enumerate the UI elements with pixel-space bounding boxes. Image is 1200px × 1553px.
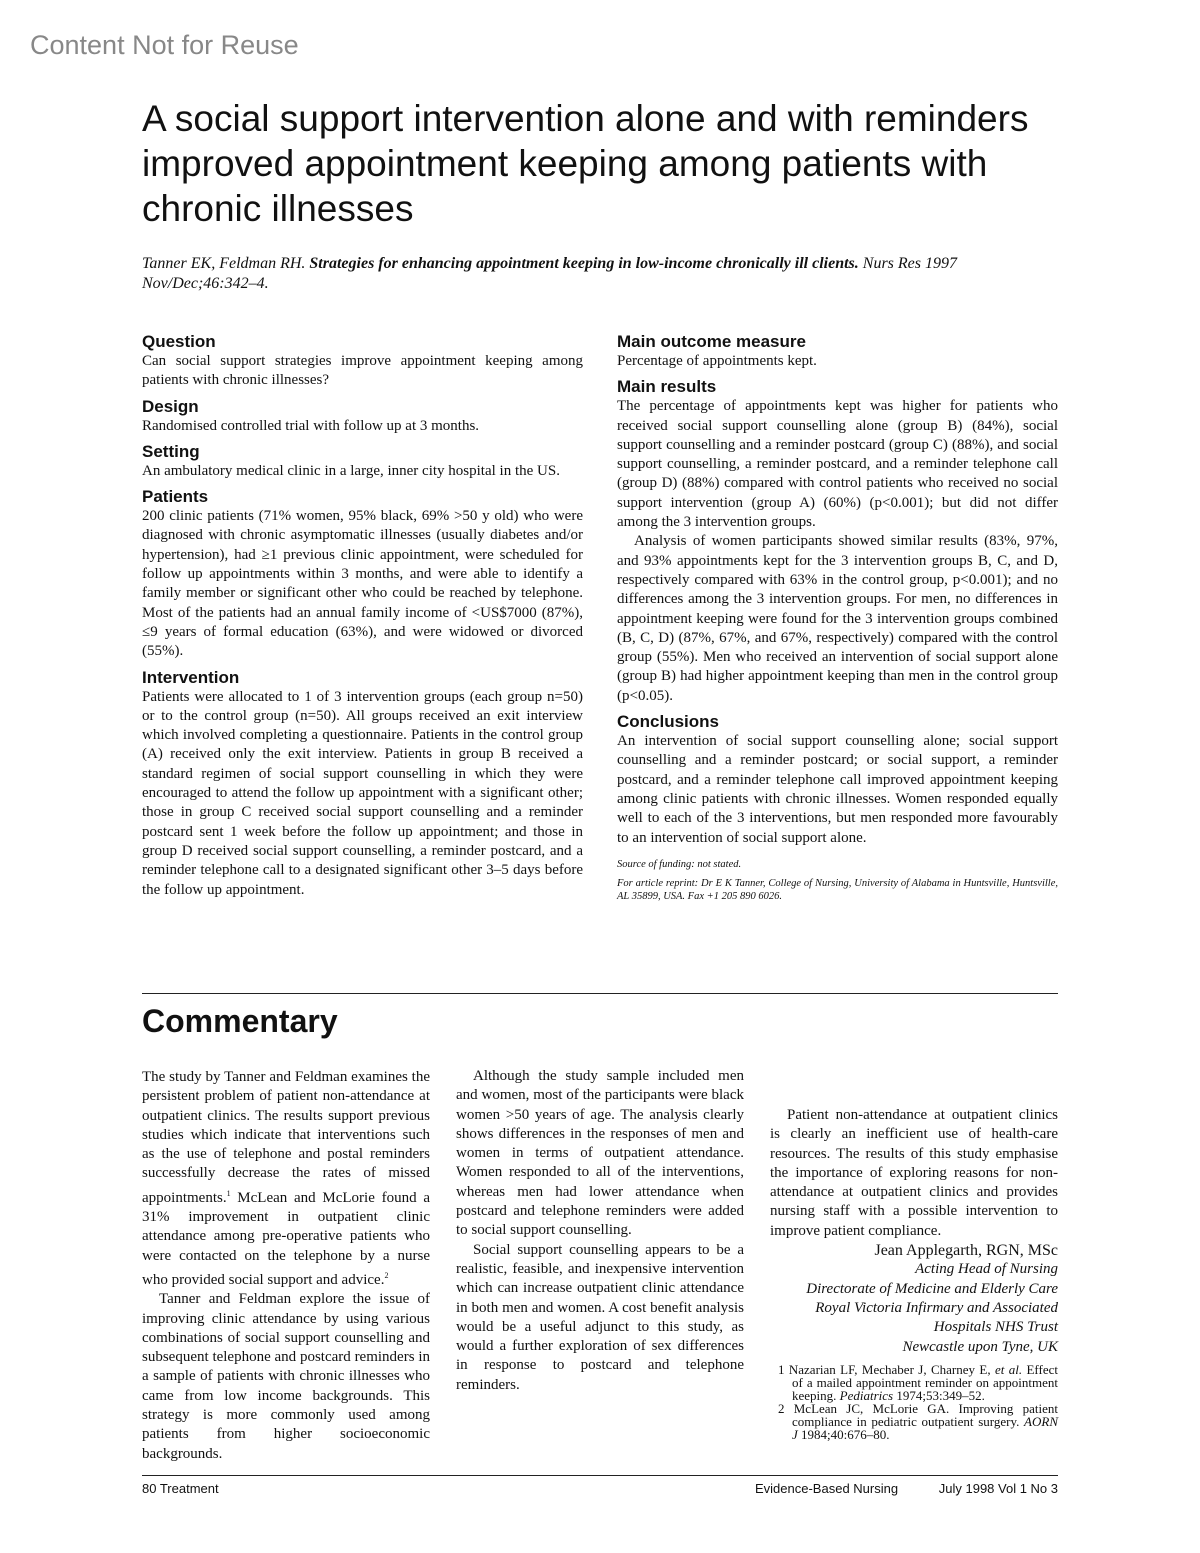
intervention-text: Patients were allocated to 1 of 3 intervention groups (each group n=50) or to the control group (n=50). All groups received an exit interview which involved completing a questionnaire. Patients in the control group (A) received only the exit interview. Patients in group B received a standard regimen of social support counselling in which they were encouraged to attend the follow up appointment with a significant other; those in group C received social support counselling and a reminder postcard sent 1 week before the follow up appointment; and those in group D received social support counselling, a reminder postcard, and a reminder telephone call to a designated significant other 3–5 days before the follow up appointment. xyxy=(142,688,583,898)
author-role: Acting Head of Nursing xyxy=(915,1261,1058,1278)
section-divider xyxy=(142,993,1058,994)
results-text-1: The percentage of appointments kept was higher for patients who received social support counselling alone (group B) (84%), social support counselling and a reminder postcard (group C) (88%), and social support counselling, a reminder postcard, and a reminder telephone call (group D) (88%) compared with control patients who received no social support intervention (group A) (60%) (p<0.001); but did not differ among the 3 intervention groups. xyxy=(617,398,1058,531)
setting-text: An ambulatory medical clinic in a large, inner city hospital in the US. xyxy=(142,462,560,479)
commentary-paragraph: Social support counselling appears to be a realistic, feasible, and inexpensive intervention which can increase outpatient clinic attendance in both men and women. A cost benefit analysis would be a useful adjunct to this study, as would a further exploration of sex differences in response to postcard and telephone reminders. xyxy=(456,1241,744,1393)
author-signature xyxy=(770,1241,1058,1357)
commentary-paragraph: Patient non-attendance at outpatient clinics is clearly an inefficient use of health-care resources. The results of this study emphasise the importance of exploring reasons for non-attendance at outpatient clinics and provides nursing staff with a possible intervention to improve patient compliance. xyxy=(770,1107,1058,1239)
setting-heading: Setting xyxy=(142,441,200,461)
references xyxy=(770,1363,1058,1441)
results-text-2: Analysis of women participants showed similar results (83%, 97%, and 93% appointments kept for the 3 intervention groups B, C, and D, respectively compared with 63% in the control group, p<0.001); and no differences among the 3 intervention groups. For men, no differences in appointment keeping were found for the 3 intervention groups combined (B, C, D) (87%, 67%, and 67%, respectively) compared with the control group (55%). Men who received an intervention of social support alone (group B) had higher appointment keeping than men in the control group (p<0.05). xyxy=(617,533,1058,704)
reference-marker: 1 xyxy=(226,1188,231,1198)
author-organisation: Royal Victoria Infirmary and Associated Hospitals NHS Trust xyxy=(815,1299,1058,1336)
question-heading: Question xyxy=(142,332,216,351)
citation xyxy=(142,254,1042,294)
page-title: A social support intervention alone and with reminders improved appointment keeping among patients with chronic illnesses xyxy=(142,98,1029,229)
text: 1984;40:676–80. xyxy=(797,1426,890,1442)
text: McLean and McLorie found a 31% improvement in outpatient clinic attendance among pre-operative patients who were contacted on the telephone by a nurse who provided social support and advice. xyxy=(142,1189,430,1288)
question-text: Can social support strategies improve appointment keeping among patients with chronic illnesses? xyxy=(142,353,583,389)
text: 1974;53:349–52. xyxy=(893,1387,985,1403)
citation-authors: Tanner EK, Feldman RH. xyxy=(142,255,310,272)
journal: AORN J xyxy=(792,1413,1058,1442)
footer-divider xyxy=(142,1475,1058,1476)
intervention-heading: Intervention xyxy=(142,667,240,687)
design-heading: Design xyxy=(142,396,199,416)
reference-item xyxy=(770,1402,1058,1441)
author-city: Newcastle upon Tyne, UK xyxy=(902,1338,1058,1355)
author-name: Jean Applegarth, RGN, MSc xyxy=(874,1242,1058,1260)
footer-journal: Evidence-Based Nursing xyxy=(755,1481,899,1496)
author-department: Directorate of Medicine and Elderly Care xyxy=(806,1280,1058,1297)
journal: Pediatrics xyxy=(839,1387,894,1403)
patients-heading: Patients xyxy=(142,487,209,507)
footer-section: 80 Treatment xyxy=(142,1481,219,1496)
text: et al. xyxy=(994,1361,1023,1377)
text: 1 Nazarian LF, Mechaber J, Charney E, xyxy=(778,1361,995,1377)
citation-journal: Nurs Res 1997 Nov/Dec;46:342–4. xyxy=(142,255,957,292)
reprint-note: For article reprint: Dr E K Tanner, College of Nursing, University of Alabama in Huntsville, Huntsville, AL 35899, USA. Fax +1 205 890 6026. xyxy=(617,877,1058,902)
commentary-paragraph: Tanner and Feldman explore the issue of improving clinic attendance by using various combinations of social support counselling and subsequent telephone and postcard reminders in a sample of patients with chronic illnesses who came from low income backgrounds. This strategy is more commonly used among patients from higher socioeconomic backgrounds. xyxy=(142,1291,430,1462)
outcome-text: Percentage of appointments kept. xyxy=(617,353,817,369)
commentary-column-2 xyxy=(456,1068,744,1395)
abstract-left-column xyxy=(142,326,583,900)
abstract-right-column xyxy=(617,326,1058,903)
outcome-heading: Main outcome measure xyxy=(617,332,806,351)
watermark: Content Not for Reuse xyxy=(30,30,299,60)
design-text: Randomised controlled trial with follow up at 3 months. xyxy=(142,417,480,434)
commentary-paragraph xyxy=(142,1068,430,1290)
results-heading: Main results xyxy=(617,377,717,397)
commentary-heading: Commentary xyxy=(142,1003,338,1039)
commentary-column-3 xyxy=(770,1106,1058,1441)
patients-text: 200 clinic patients (71% women, 95% black, 69% >50 y old) who were diagnosed with chronic asymptomatic illnesses (usually diabetes and/or hypertension), had ≥1 previous clinic appointment, were scheduled for follow up appointments within 3 months, and were able to identify a family member or significant other who could be reached by telephone. Most of the patients had an annual family income of <US$7000 (87%), ≤9 years of formal education (63%), and were widowed or divorced (55%). xyxy=(142,508,583,660)
text: 2 McLean JC, McLorie GA. Improving patient compliance in pediatric outpatient surgery. xyxy=(778,1400,1058,1429)
footer-issue: July 1998 Vol 1 No 3 xyxy=(938,1481,1058,1496)
citation-article-title: Strategies for enhancing appointment keeping in low-income chronically ill clients. xyxy=(309,255,859,272)
commentary-column-1 xyxy=(142,1068,430,1464)
reference-item xyxy=(770,1363,1058,1402)
funding-note: Source of funding: not stated. xyxy=(617,858,742,870)
text: The study by Tanner and Feldman examines the persistent problem of patient non-attendance at outpatient clinics. The results support previous studies which indicate that interventions such as the use of telephone and postal reminders successfully decrease the rates of missed appointments. xyxy=(142,1069,430,1206)
commentary-paragraph: Although the study sample included men and women, most of the participants were black women >50 years of age. The analysis clearly shows differences in the responses of men and women in terms of outpatient attendance. Women responded to all of the interventions, whereas men had lower attendance when postcard and telephone reminders were added to social support counselling. xyxy=(456,1068,744,1239)
conclusions-heading: Conclusions xyxy=(617,712,720,732)
conclusions-text: An intervention of social support counselling alone; social support counselling and a reminder postcard; or social support, a reminder postcard, and a reminder telephone call improved appointment keeping among clinic patients with chronic illnesses. Women responded equally well to each of the 3 interventions, but men responded more favourably to an intervention of social support alone. xyxy=(617,733,1058,846)
reference-marker: 2 xyxy=(384,1270,389,1280)
text: Effect of a mailed appointment reminder on appointment keeping. xyxy=(792,1361,1058,1403)
